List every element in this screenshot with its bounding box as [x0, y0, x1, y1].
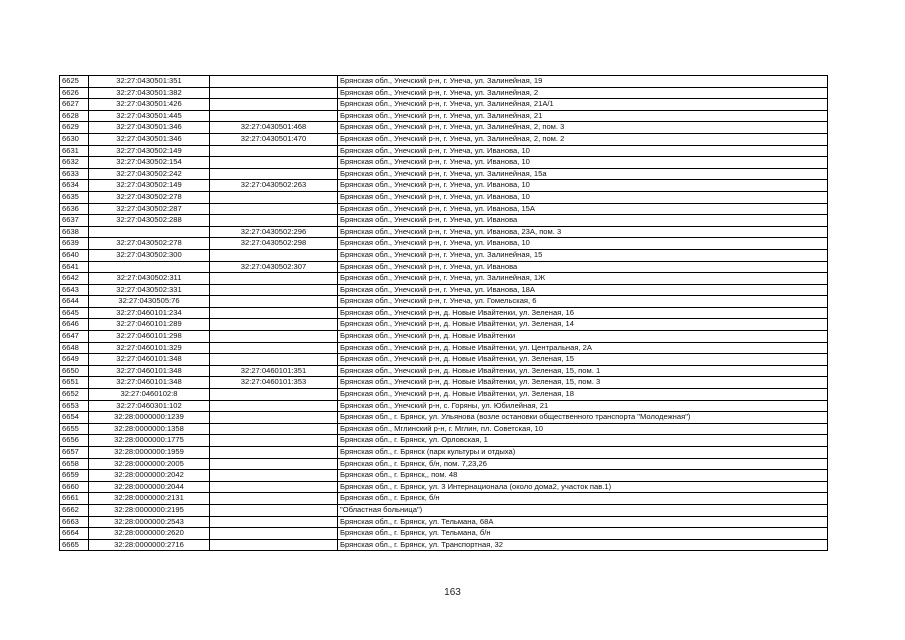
linked-cadastral-number-cell: 32:27:0430501:468: [210, 122, 338, 134]
cadastral-number-cell: 32:27:0430501:351: [89, 76, 210, 88]
row-number-cell: 6640: [60, 249, 89, 261]
row-number-cell: 6630: [60, 133, 89, 145]
linked-cadastral-number-cell: [210, 307, 338, 319]
cadastral-number-cell: 32:27:0430502:331: [89, 284, 210, 296]
linked-cadastral-number-cell: [210, 389, 338, 401]
address-cell: Брянская обл., Унечский р-н, д. Новые Ивайтенки: [338, 331, 828, 343]
linked-cadastral-number-cell: [210, 481, 338, 493]
linked-cadastral-number-cell: 32:27:0460101:353: [210, 377, 338, 389]
address-cell: Брянская обл., Мглинский р-н, г. Мглин, пл. Советская, 10: [338, 423, 828, 435]
table-row: [60, 203, 828, 215]
row-number-cell: 6652: [60, 389, 89, 401]
cadastral-number-cell: 32:28:0000000:1358: [89, 423, 210, 435]
address-cell: Брянская обл., Унечский р-н, г. Унеча, ул. Иванова, 10: [338, 145, 828, 157]
table-row: [60, 249, 828, 261]
cadastral-number-cell: 32:27:0460101:348: [89, 377, 210, 389]
row-number-cell: 6653: [60, 400, 89, 412]
table-row: [60, 412, 828, 424]
address-cell: Брянская обл., Унечский р-н, д. Новые Ивайтенки, ул. Зеленая, 16: [338, 307, 828, 319]
row-number-cell: 6626: [60, 87, 89, 99]
row-number-cell: 6663: [60, 516, 89, 528]
row-number-cell: 6649: [60, 354, 89, 366]
table-row: [60, 87, 828, 99]
address-cell: Брянская обл., Унечский р-н, г. Унеча, ул. Иванова, 18А: [338, 284, 828, 296]
row-number-cell: 6665: [60, 539, 89, 551]
row-number-cell: 6657: [60, 447, 89, 459]
linked-cadastral-number-cell: [210, 539, 338, 551]
cadastral-number-cell: 32:28:0000000:2543: [89, 516, 210, 528]
row-number-cell: 6642: [60, 273, 89, 285]
linked-cadastral-number-cell: [210, 319, 338, 331]
address-cell: Брянская обл., Унечский р-н, г. Унеча, ул. Иванова, 10: [338, 180, 828, 192]
cadastral-number-cell: 32:27:0430502:311: [89, 273, 210, 285]
table-row: [60, 145, 828, 157]
table-row: [60, 273, 828, 285]
row-number-cell: 6664: [60, 528, 89, 540]
row-number-cell: 6639: [60, 238, 89, 250]
linked-cadastral-number-cell: 32:27:0430502:298: [210, 238, 338, 250]
address-cell: Брянская обл., Унечский р-н, г. Унеча, ул. Залинейная, 2: [338, 87, 828, 99]
address-cell: Брянская обл., г. Брянск,, пом. 48: [338, 470, 828, 482]
cadastral-number-cell: 32:28:0000000:1239: [89, 412, 210, 424]
linked-cadastral-number-cell: [210, 110, 338, 122]
linked-cadastral-number-cell: 32:27:0430501:470: [210, 133, 338, 145]
table-row: [60, 180, 828, 192]
address-cell: Брянская обл., Унечский р-н, д. Новые Ивайтенки, ул. Зеленая, 15, пом. 3: [338, 377, 828, 389]
cadastral-number-cell: 32:28:0000000:1775: [89, 435, 210, 447]
linked-cadastral-number-cell: [210, 528, 338, 540]
address-cell: Брянская обл., Унечский р-н, д. Новые Ивайтенки, ул. Зеленая, 15: [338, 354, 828, 366]
cadastral-number-cell: 32:27:0430501:346: [89, 122, 210, 134]
table-row: [60, 539, 828, 551]
table-row: [60, 238, 828, 250]
cadastral-number-cell: 32:28:0000000:2716: [89, 539, 210, 551]
cadastral-number-cell: [89, 226, 210, 238]
table-row: [60, 168, 828, 180]
address-cell: Брянская обл., Унечский р-н, г. Унеча, ул. Залинейная, 2, пом. 3: [338, 122, 828, 134]
cadastral-number-cell: 32:27:0460101:298: [89, 331, 210, 343]
linked-cadastral-number-cell: 32:27:0430502:263: [210, 180, 338, 192]
cadastral-number-cell: 32:27:0430505:76: [89, 296, 210, 308]
linked-cadastral-number-cell: [210, 191, 338, 203]
cadastral-number-cell: 32:28:0000000:1959: [89, 447, 210, 459]
linked-cadastral-number-cell: 32:27:0430502:296: [210, 226, 338, 238]
cadastral-number-cell: 32:27:0430502:278: [89, 238, 210, 250]
linked-cadastral-number-cell: [210, 331, 338, 343]
row-number-cell: 6661: [60, 493, 89, 505]
linked-cadastral-number-cell: [210, 273, 338, 285]
address-cell: Брянская обл., г. Брянск, ул. Орловская, 1: [338, 435, 828, 447]
page-number: 163: [444, 587, 461, 598]
address-cell: Брянская обл., Унечский р-н, г. Унеча, ул. Залинейная, 19: [338, 76, 828, 88]
linked-cadastral-number-cell: [210, 458, 338, 470]
address-cell: Брянская обл., Унечский р-н, г. Унеча, ул. Иванова, 10: [338, 157, 828, 169]
address-cell: Брянская обл., Унечский р-н, г. Унеча, ул. Иванова: [338, 261, 828, 273]
table-row: [60, 423, 828, 435]
table-row: [60, 516, 828, 528]
table-row: [60, 133, 828, 145]
table-row: [60, 458, 828, 470]
address-cell: Брянская обл., Унечский р-н, г. Унеча, ул. Залинейная, 2, пом. 2: [338, 133, 828, 145]
address-cell: Брянская обл., г. Брянск, ул. Ульянова (возле остановки общественного транспорта "Молодежная"): [338, 412, 828, 424]
row-number-cell: 6629: [60, 122, 89, 134]
table-row: [60, 296, 828, 308]
cadastral-number-cell: 32:27:0430501:426: [89, 99, 210, 111]
cadastral-number-cell: 32:27:0460101:348: [89, 354, 210, 366]
linked-cadastral-number-cell: [210, 249, 338, 261]
row-number-cell: 6655: [60, 423, 89, 435]
row-number-cell: 6645: [60, 307, 89, 319]
cadastral-number-cell: 32:27:0460101:234: [89, 307, 210, 319]
cadastral-number-cell: 32:27:0430502:300: [89, 249, 210, 261]
address-cell: Брянская обл., Унечский р-н, г. Унеча, ул. Залинейная, 21: [338, 110, 828, 122]
cadastral-number-cell: 32:27:0430502:149: [89, 180, 210, 192]
table-row: [60, 447, 828, 459]
address-cell: Брянская обл., г. Брянск, ул. Транспортная, 32: [338, 539, 828, 551]
cadastral-number-cell: 32:28:0000000:2131: [89, 493, 210, 505]
linked-cadastral-number-cell: [210, 423, 338, 435]
cadastral-number-cell: 32:27:0460301:102: [89, 400, 210, 412]
address-cell: Брянская обл., Унечский р-н, д. Новые Ивайтенки, ул. Зеленая, 15, пом. 1: [338, 365, 828, 377]
linked-cadastral-number-cell: [210, 447, 338, 459]
row-number-cell: 6650: [60, 365, 89, 377]
table-row: [60, 261, 828, 273]
address-cell: Брянская обл., Унечский р-н, г. Унеча, ул. Залинейная, 15: [338, 249, 828, 261]
linked-cadastral-number-cell: [210, 493, 338, 505]
address-cell: Брянская обл., Унечский р-н, г. Унеча, ул. Иванова, 15А: [338, 203, 828, 215]
address-cell: Брянская обл., Унечский р-н, д. Новые Ивайтенки, ул. Центральная, 2А: [338, 342, 828, 354]
row-number-cell: 6654: [60, 412, 89, 424]
table-row: [60, 99, 828, 111]
cadastral-number-cell: 32:27:0460102:8: [89, 389, 210, 401]
linked-cadastral-number-cell: [210, 342, 338, 354]
table-body: [60, 76, 828, 551]
table-row: [60, 122, 828, 134]
row-number-cell: 6633: [60, 168, 89, 180]
row-number-cell: 6647: [60, 331, 89, 343]
row-number-cell: 6660: [60, 481, 89, 493]
address-cell: Брянская обл., г. Брянск (парк культуры и отдыха): [338, 447, 828, 459]
address-cell: Брянская обл., Унечский р-н, г. Унеча, ул. Иванова, 10: [338, 191, 828, 203]
cadastral-number-cell: 32:27:0460101:329: [89, 342, 210, 354]
row-number-cell: 6643: [60, 284, 89, 296]
table-row: [60, 377, 828, 389]
linked-cadastral-number-cell: [210, 516, 338, 528]
table-row: [60, 400, 828, 412]
table-row: [60, 110, 828, 122]
linked-cadastral-number-cell: [210, 435, 338, 447]
table-row: [60, 215, 828, 227]
linked-cadastral-number-cell: [210, 296, 338, 308]
linked-cadastral-number-cell: [210, 215, 338, 227]
cadastral-number-cell: 32:28:0000000:2044: [89, 481, 210, 493]
cadastral-number-cell: 32:27:0430502:287: [89, 203, 210, 215]
table-row: [60, 226, 828, 238]
address-cell: Брянская обл., Унечский р-н, г. Унеча, ул. Залинейная, 1Ж: [338, 273, 828, 285]
linked-cadastral-number-cell: [210, 400, 338, 412]
linked-cadastral-number-cell: [210, 99, 338, 111]
linked-cadastral-number-cell: [210, 203, 338, 215]
linked-cadastral-number-cell: [210, 354, 338, 366]
row-number-cell: 6635: [60, 191, 89, 203]
row-number-cell: 6658: [60, 458, 89, 470]
table-row: [60, 365, 828, 377]
address-cell: Брянская обл., Унечский р-н, г. Унеча, ул. Иванова, 10: [338, 238, 828, 250]
address-cell: Брянская обл., г. Брянск, б/н: [338, 493, 828, 505]
address-cell: Брянская обл., Унечский р-н, г. Унеча, ул. Иванова, 23А, пом. 3: [338, 226, 828, 238]
address-cell: Брянская обл., г. Брянск, ул. Тельмана, б/н: [338, 528, 828, 540]
address-cell: Брянская обл., Унечский р-н, д. Новые Ивайтенки, ул. Зеленая, 18: [338, 389, 828, 401]
row-number-cell: 6637: [60, 215, 89, 227]
table-row: [60, 307, 828, 319]
table-row: [60, 76, 828, 88]
table-row: [60, 331, 828, 343]
cadastral-number-cell: 32:27:0430501:445: [89, 110, 210, 122]
linked-cadastral-number-cell: [210, 504, 338, 516]
row-number-cell: 6631: [60, 145, 89, 157]
table-row: [60, 284, 828, 296]
linked-cadastral-number-cell: [210, 412, 338, 424]
cadastral-number-cell: 32:28:0000000:2620: [89, 528, 210, 540]
row-number-cell: 6651: [60, 377, 89, 389]
cadastral-number-cell: [89, 261, 210, 273]
row-number-cell: 6659: [60, 470, 89, 482]
address-cell: Брянская обл., Унечский р-н, г. Унеча, ул. Гомельская, 6: [338, 296, 828, 308]
cadastral-number-cell: 32:27:0430501:346: [89, 133, 210, 145]
linked-cadastral-number-cell: [210, 470, 338, 482]
linked-cadastral-number-cell: 32:27:0460101:351: [210, 365, 338, 377]
table-row: [60, 191, 828, 203]
cadastral-number-cell: 32:27:0430502:288: [89, 215, 210, 227]
cadastral-number-cell: 32:27:0460101:348: [89, 365, 210, 377]
row-number-cell: 6634: [60, 180, 89, 192]
property-registry-table: [59, 75, 828, 551]
cadastral-number-cell: 32:28:0000000:2042: [89, 470, 210, 482]
address-cell: Брянская обл., Унечский р-н, с. Горяны, ул. Юбилейная, 21: [338, 400, 828, 412]
cadastral-number-cell: 32:27:0430501:382: [89, 87, 210, 99]
table-row: [60, 435, 828, 447]
address-cell: Брянская обл., г. Брянск, б/н, пом. 7,23,26: [338, 458, 828, 470]
row-number-cell: 6662: [60, 504, 89, 516]
table-row: [60, 481, 828, 493]
address-cell: Брянская обл., Унечский р-н, г. Унеча, ул. Залинейная, 15а: [338, 168, 828, 180]
cadastral-number-cell: 32:28:0000000:2195: [89, 504, 210, 516]
address-cell: Брянская обл., г. Брянск, ул. Тельмана, 68А: [338, 516, 828, 528]
linked-cadastral-number-cell: [210, 76, 338, 88]
row-number-cell: 6644: [60, 296, 89, 308]
cadastral-number-cell: 32:27:0460101:289: [89, 319, 210, 331]
row-number-cell: 6636: [60, 203, 89, 215]
table-row: [60, 157, 828, 169]
linked-cadastral-number-cell: [210, 284, 338, 296]
cadastral-number-cell: 32:27:0430502:278: [89, 191, 210, 203]
address-cell: Брянская обл., г. Брянск, ул. 3 Интернационала (около дома2, участок пав.1): [338, 481, 828, 493]
linked-cadastral-number-cell: [210, 87, 338, 99]
table-row: [60, 528, 828, 540]
row-number-cell: 6656: [60, 435, 89, 447]
linked-cadastral-number-cell: 32:27:0430502:307: [210, 261, 338, 273]
cadastral-number-cell: 32:27:0430502:154: [89, 157, 210, 169]
cadastral-number-cell: 32:28:0000000:2005: [89, 458, 210, 470]
address-cell: Брянская обл., Унечский р-н, г. Унеча, ул. Залинейная, 21А/1: [338, 99, 828, 111]
row-number-cell: 6638: [60, 226, 89, 238]
row-number-cell: 6648: [60, 342, 89, 354]
address-cell: Брянская обл., Унечский р-н, д. Новые Ивайтенки, ул. Зеленая, 14: [338, 319, 828, 331]
row-number-cell: 6646: [60, 319, 89, 331]
table-row: [60, 504, 828, 516]
row-number-cell: 6625: [60, 76, 89, 88]
cadastral-number-cell: 32:27:0430502:242: [89, 168, 210, 180]
cadastral-number-cell: 32:27:0430502:149: [89, 145, 210, 157]
table-row: [60, 493, 828, 505]
row-number-cell: 6632: [60, 157, 89, 169]
linked-cadastral-number-cell: [210, 157, 338, 169]
row-number-cell: 6627: [60, 99, 89, 111]
address-cell: Брянская обл., Унечский р-н, г. Унеча, ул. Иванова: [338, 215, 828, 227]
table-row: [60, 389, 828, 401]
row-number-cell: 6628: [60, 110, 89, 122]
table-row: [60, 470, 828, 482]
table-row: [60, 319, 828, 331]
table-row: [60, 342, 828, 354]
table-row: [60, 354, 828, 366]
linked-cadastral-number-cell: [210, 145, 338, 157]
linked-cadastral-number-cell: [210, 168, 338, 180]
address-cell: "Областная больница"): [338, 504, 828, 516]
row-number-cell: 6641: [60, 261, 89, 273]
